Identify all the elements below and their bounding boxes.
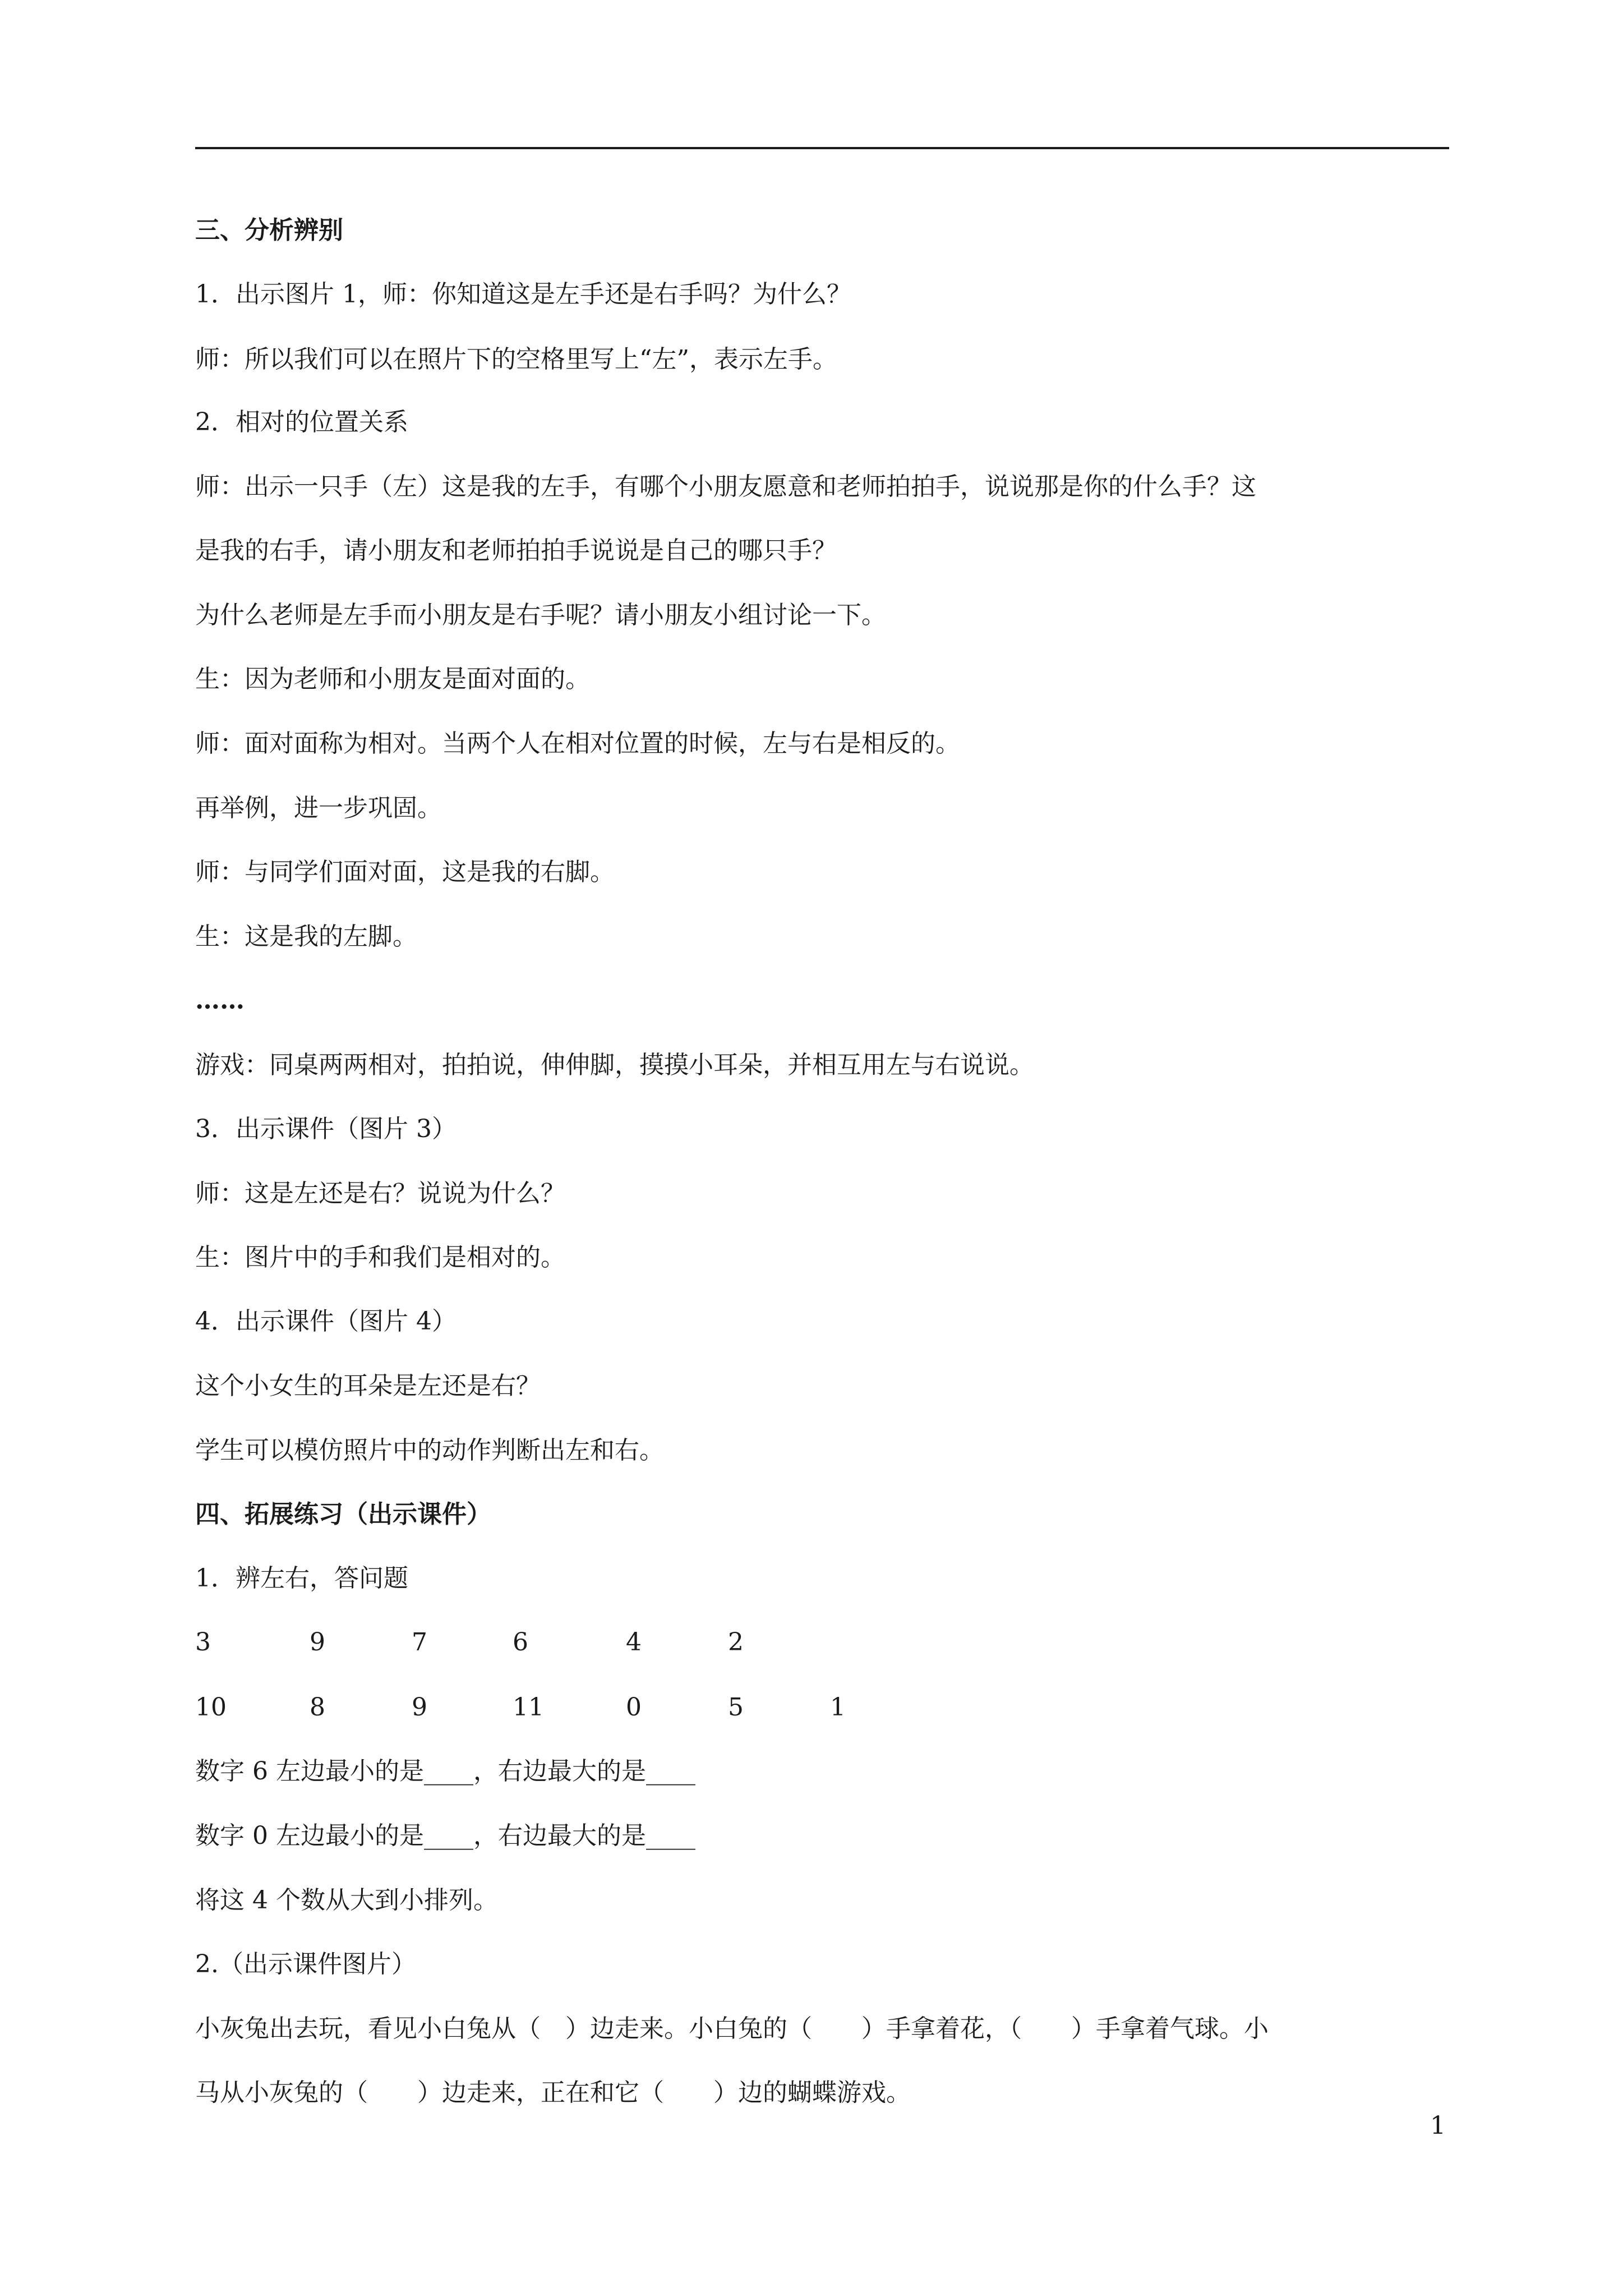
- text-line: 师：出示一只手（左）这是我的左手，有哪个小朋友愿意和老师拍拍手，说说那是你的什么手？这: [195, 472, 1256, 501]
- header-rule: [195, 147, 1449, 149]
- text-line: 将这 4 个数从大到小排列。: [195, 1886, 498, 1915]
- number-cell: 3: [195, 1628, 211, 1657]
- text-line: 生：因为老师和小朋友是面对面的。: [195, 665, 590, 693]
- number-cell: 2: [728, 1628, 744, 1657]
- text-line: 学生可以模仿照片中的动作判断出左和右。: [195, 1436, 664, 1465]
- number-cell: 6: [513, 1628, 528, 1657]
- text-line: 4．出示课件（图片 4）: [195, 1307, 457, 1336]
- text-line: 2．相对的位置关系: [195, 408, 408, 436]
- number-cell: 9: [412, 1693, 427, 1722]
- text-line: 马从小灰兔的（ ）边走来，正在和它（ ）边的蝴蝶游戏。: [195, 2078, 911, 2107]
- text-line: 2.（出示课件图片）: [195, 1950, 416, 1978]
- text-line: 生：这是我的左脚。: [195, 922, 417, 951]
- text-line: 1．出示图片 1，师：你知道这是左手还是右手吗？为什么？: [195, 280, 851, 309]
- text-line: 再举例，进一步巩固。: [195, 794, 442, 822]
- text-line: 数字 6 左边最小的是____，右边最大的是____: [195, 1757, 695, 1786]
- text-line: 这个小女生的耳朵是左还是右？: [195, 1372, 541, 1400]
- text-line: 生：图片中的手和我们是相对的。: [195, 1243, 565, 1272]
- text-line: 1．辨左右，答问题: [195, 1564, 408, 1593]
- section-title-extension: 四、拓展练习（出示课件）: [195, 1500, 491, 1529]
- number-cell: 8: [310, 1693, 325, 1722]
- number-cell: 9: [310, 1628, 325, 1657]
- text-line: 师：所以我们可以在照片下的空格里写上“左”，表示左手。: [195, 345, 837, 374]
- text-line: 师：与同学们面对面，这是我的右脚。: [195, 858, 615, 886]
- text-line: 数字 0 左边最小的是____，右边最大的是____: [195, 1821, 695, 1850]
- number-cell: 0: [626, 1693, 642, 1722]
- number-cell: 1: [830, 1693, 846, 1722]
- section-title-analysis: 三、分析辨别: [195, 216, 343, 245]
- number-cell: 7: [412, 1628, 427, 1657]
- text-line: 师：面对面称为相对。当两个人在相对位置的时候，左与右是相反的。: [195, 729, 960, 758]
- number-cell: 4: [626, 1628, 642, 1657]
- ellipsis-line: ……: [195, 986, 245, 1015]
- text-line: 为什么老师是左手而小朋友是右手呢？请小朋友小组讨论一下。: [195, 601, 886, 629]
- text-line: 师：这是左还是右？说说为什么？: [195, 1179, 565, 1208]
- text-line: 小灰兔出去玩，看见小白兔从（ ）边走来。小白兔的（ ）手拿着花，（ ）手拿着气球。小: [195, 2014, 1269, 2043]
- text-line: 是我的右手，请小朋友和老师拍拍手说说是自己的哪只手？: [195, 536, 837, 565]
- number-cell: 5: [728, 1693, 744, 1722]
- page-number: 1: [1430, 2111, 1446, 2140]
- text-line: 3．出示课件（图片 3）: [195, 1115, 457, 1143]
- number-cell: 11: [513, 1693, 544, 1722]
- text-line: 游戏：同桌两两相对，拍拍说，伸伸脚，摸摸小耳朵，并相互用左与右说说。: [195, 1051, 1034, 1079]
- number-cell: 10: [195, 1693, 227, 1722]
